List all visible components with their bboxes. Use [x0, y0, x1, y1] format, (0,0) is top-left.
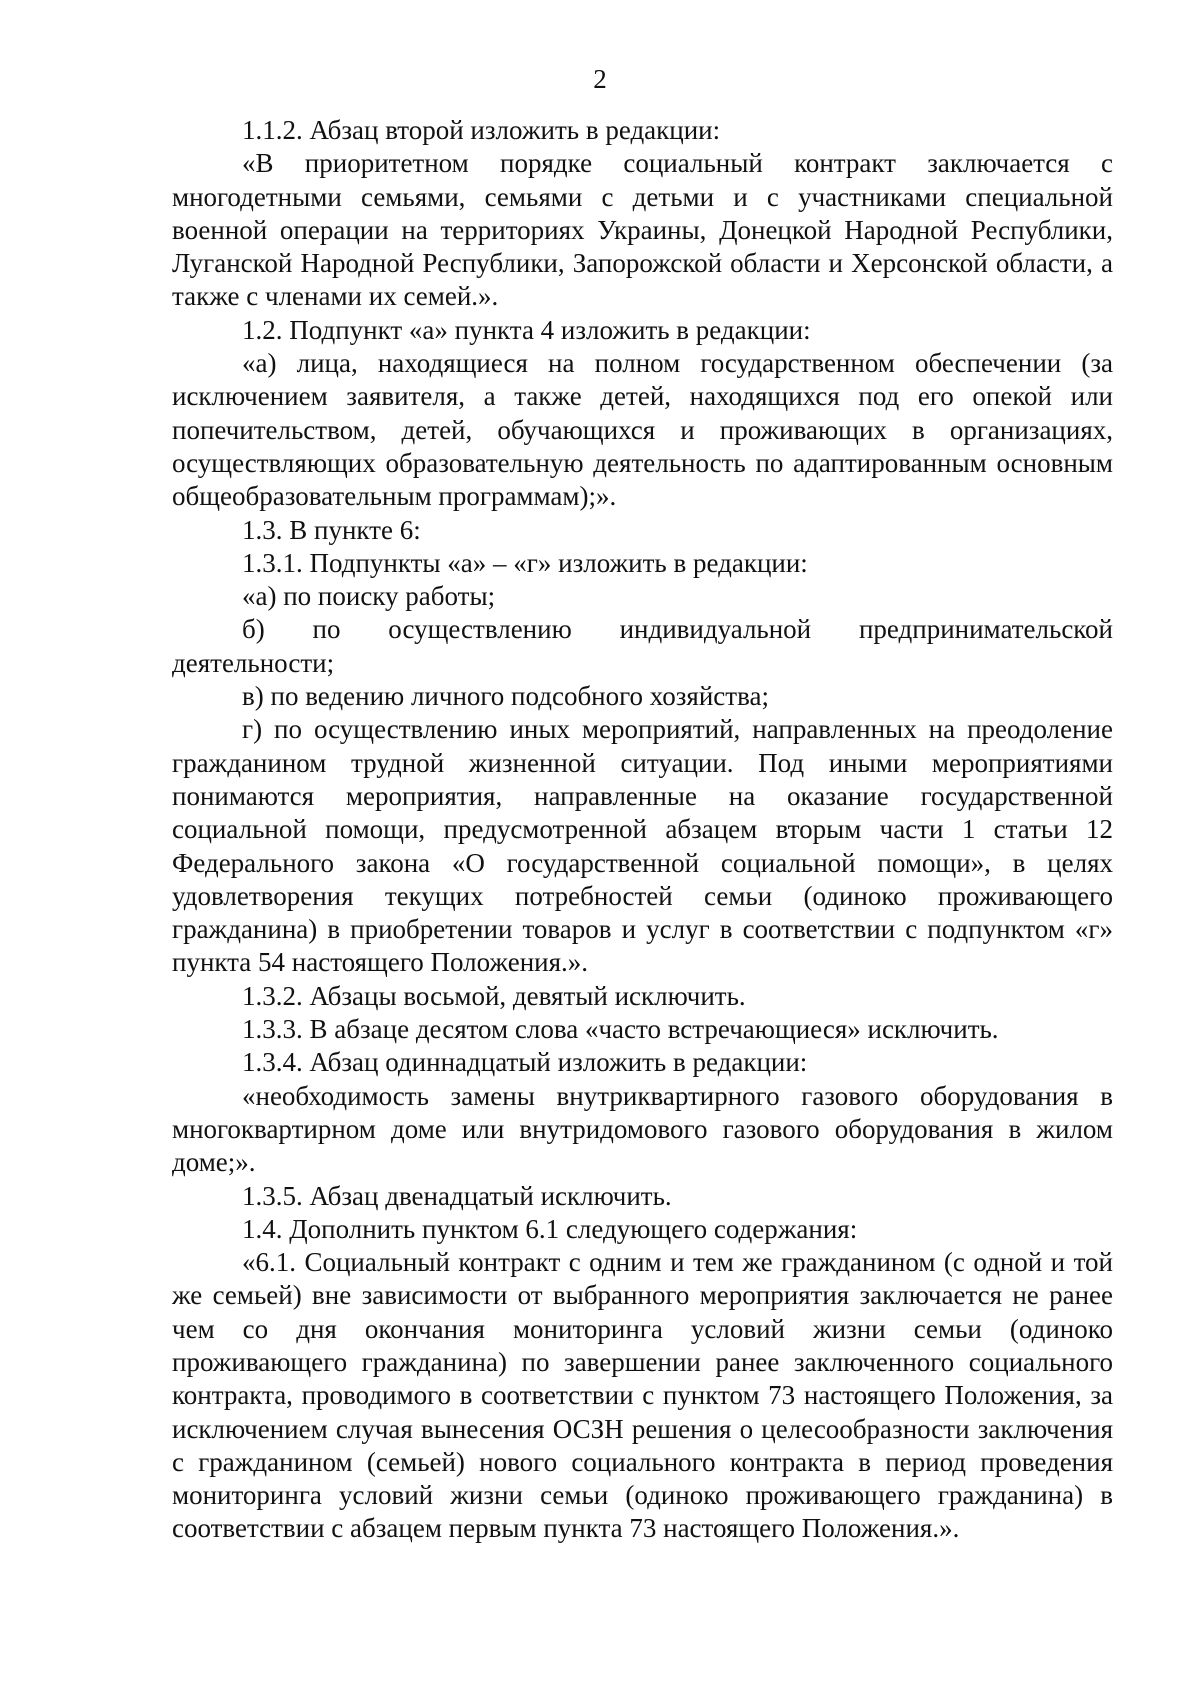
- paragraph-quote-6-1: «6.1. Социальный контракт с одним и тем же гражданином (с одной и той же семьей) вне зависимости от выбранного мероприятия заключается не ранее чем со дня окончания мониторинга условий жизни семьи (одиноко проживающего гражданина) по завершении ранее заключенного социального контракта, проводимого в соответствии с пунктом 73 настоящего Положения, за исключением случая вынесения ОСЗН решения о целесообразности заключения с гражданином (семьей) нового социального контракта в период проведения мониторинга условий жизни семьи (одиноко проживающего гражданина) в соответствии с абзацем первым пункта 73 настоящего Положения.».: [172, 1247, 1113, 1544]
- paragraph-1-3-3: 1.3.3. В абзаце десятом слова «часто встречающиеся» исключить.: [242, 1014, 999, 1045]
- paragraph-item-b: б) по осуществлению индивидуальной предпринимательской деятельности;: [172, 614, 1113, 678]
- document-body: [172, 114, 1113, 1546]
- paragraph-1-3-1: 1.3.1. Подпункты «а» – «г» изложить в редакции:: [242, 547, 808, 578]
- paragraph-item-a: «а) по поиску работы;: [242, 581, 496, 612]
- paragraph-1-3: 1.3. В пункте 6:: [242, 514, 421, 545]
- paragraph-item-g: г) по осуществлению иных мероприятий, направленных на преодоление гражданином трудной жизненной ситуации. Под иными мероприятиями понимаются мероприятия, направленные на оказание государственной социальной помощи, предусмотренной абзацем вторым части 1 статьи 12 Федерального закона «О государственной социальной помощи», в целях удовлетворения текущих потребностей семьи (одиноко проживающего гражданина) в приобретении товаров и услуг в соответствии с подпунктом «г» пункта 54 настоящего Положения.».: [172, 714, 1113, 978]
- paragraph-1-1-2: 1.1.2. Абзац второй изложить в редакции:: [242, 115, 721, 145]
- paragraph-1-4: 1.4. Дополнить пунктом 6.1 следующего содержания:: [242, 1213, 858, 1244]
- page-number: 2: [593, 64, 607, 94]
- paragraph-quote-gas-equipment: «необходимость замены внутриквартирного газового оборудования в многоквартирном доме или внутридомового газового оборудования в жилом доме;».: [172, 1080, 1113, 1178]
- paragraph-1-2: 1.2. Подпункт «а» пункта 4 изложить в редакции:: [242, 314, 811, 345]
- paragraph-1-3-2: 1.3.2. Абзацы восьмой, девятый исключить.: [242, 980, 746, 1011]
- paragraph-1-3-5: 1.3.5. Абзац двенадцатый исключить.: [242, 1180, 672, 1211]
- paragraph-1-3-4: 1.3.4. Абзац одиннадцатый изложить в редакции:: [242, 1047, 808, 1078]
- paragraph-item-v: в) по ведению личного подсобного хозяйства;: [242, 681, 769, 712]
- paragraph-quote-subitem-a: «а) лица, находящиеся на полном государственном обеспечении (за исключением заявителя, а также детей, находящихся под его опекой или попечительством, детей, обучающихся и проживающих в организациях, осуществляющих образовательную деятельность по адаптированным основным общеобразовательным программам);».: [172, 348, 1113, 512]
- paragraph-quote-priority-contract: «В приоритетном порядке социальный контракт заключается с многодетными семьями, семьями с детьми и с участниками специальной военной операции на территориях Украины, Донецкой Народной Республики, Луганской Народной Республики, Запорожской области и Херсонской области, а также с членами их семей.».: [172, 148, 1113, 312]
